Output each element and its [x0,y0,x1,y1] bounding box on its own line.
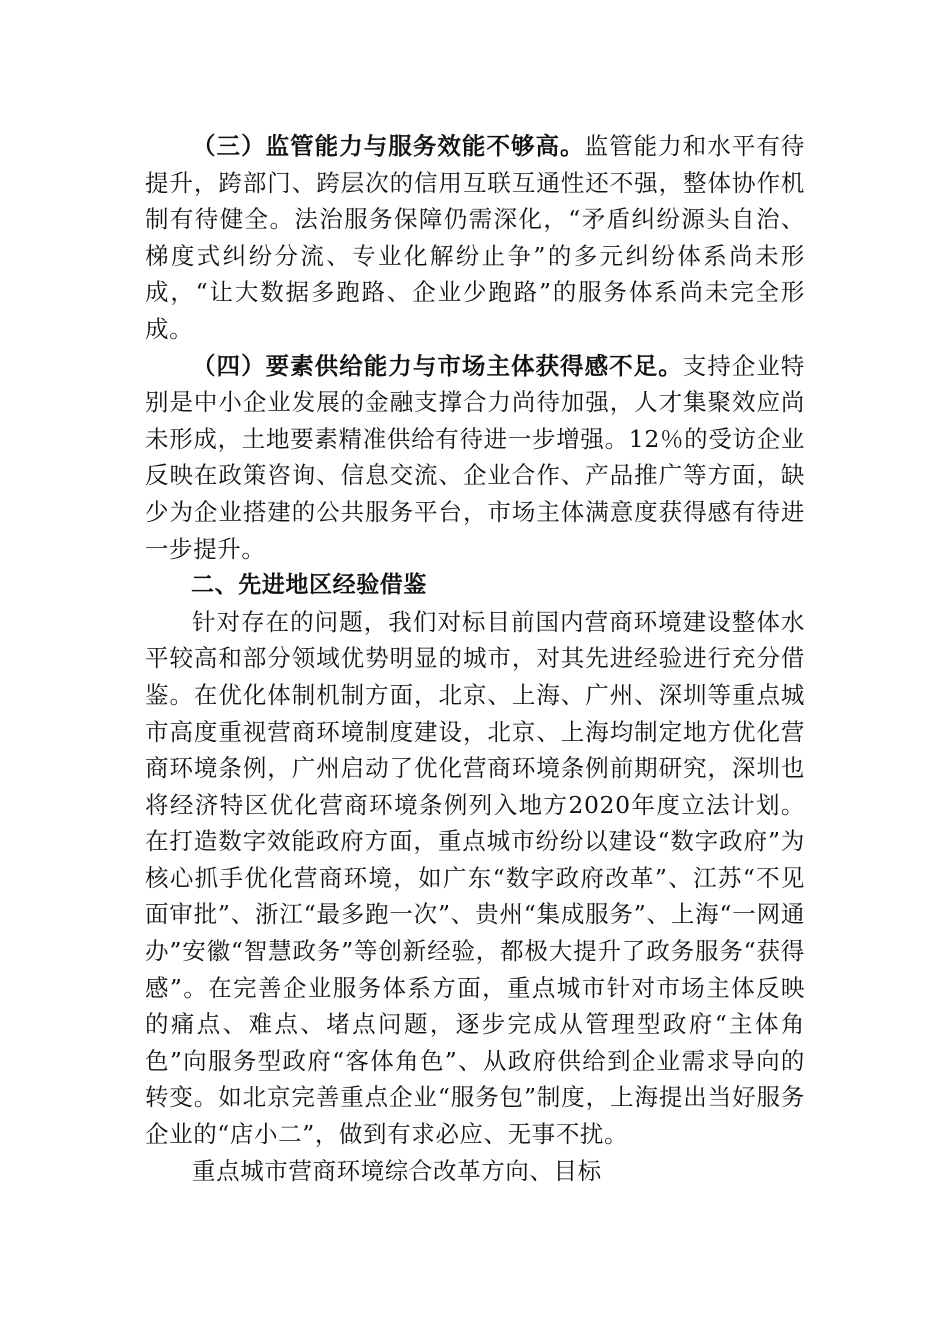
paragraph-body-regulatory-capacity: 监管能力和水平有待提升，跨部门、跨层次的信用互联互通性还不强，整体协作机制有待健全。法治服务保障仍需深化，“矛盾纠纷源头自治、梯度式纠纷分流、专业化解纷止争”的多元纠纷体系尚未形成，“让大数据多跑路、企业少跑路”的服务体系尚未完全形成。 [145,132,805,343]
paragraph-lead-factor-supply: （四）要素供给能力与市场主体获得感不足。 [192,351,683,380]
paragraph-advanced-experience: 针对存在的问题，我们对标目前国内营商环境建设整体水平较高和部分领域优势明显的城市，对其先进经验进行充分借鉴。在优化体制机制方面，北京、上海、广州、深圳等重点城市高度重视营商环境制度建设，北京、上海均制定地方优化营商环境条例，广州启动了优化营商环境条例前期研究，深圳也将经济特区优化营商环境条例列入地方2020年度立法计划。在打造数字效能政府方面，重点城市纷纷以建设“数字政府”为核心抓手优化营商环境，如广东“数字政府改革”、江苏“不见面审批”、浙江“最多跑一次”、贵州“集成服务”、上海“一网通办”安徽“智慧政务”等创新经验，都极大提升了政务服务“获得感”。在完善企业服务体系方面，重点城市针对市场主体反映的痛点、难点、堵点问题，逐步完成从管理型政府“主体角色”向服务型政府“客体角色”、从政府供给到企业需求导向的转变。如北京完善重点企业“服务包”制度，上海提出当好服务企业的“店小二”，做到有求必应、无事不扰。 [145,607,805,1149]
paragraph-factor-supply [145,348,805,568]
paragraph-body-factor-supply: 支持企业特别是中小企业发展的金融支撑合力尚待加强，人才集聚效应尚未形成，土地要素精准供给有待进一步增强。12％的受访企业反映在政策咨询、信息交流、企业合作、产品推广等方面，缺少为企业搭建的公共服务平台，市场主体满意度获得感有待进一步提升。 [145,351,805,563]
paragraph-lead-regulatory-capacity: （三）监管能力与服务效能不够高。 [192,132,585,160]
document-body [145,128,805,1189]
paragraph-reform-direction: 重点城市营商环境综合改革方向、目标 [192,1156,602,1185]
section-heading-advanced-experience: 二、先进地区经验借鉴 [191,572,427,599]
paragraph-regulatory-capacity [145,128,805,348]
